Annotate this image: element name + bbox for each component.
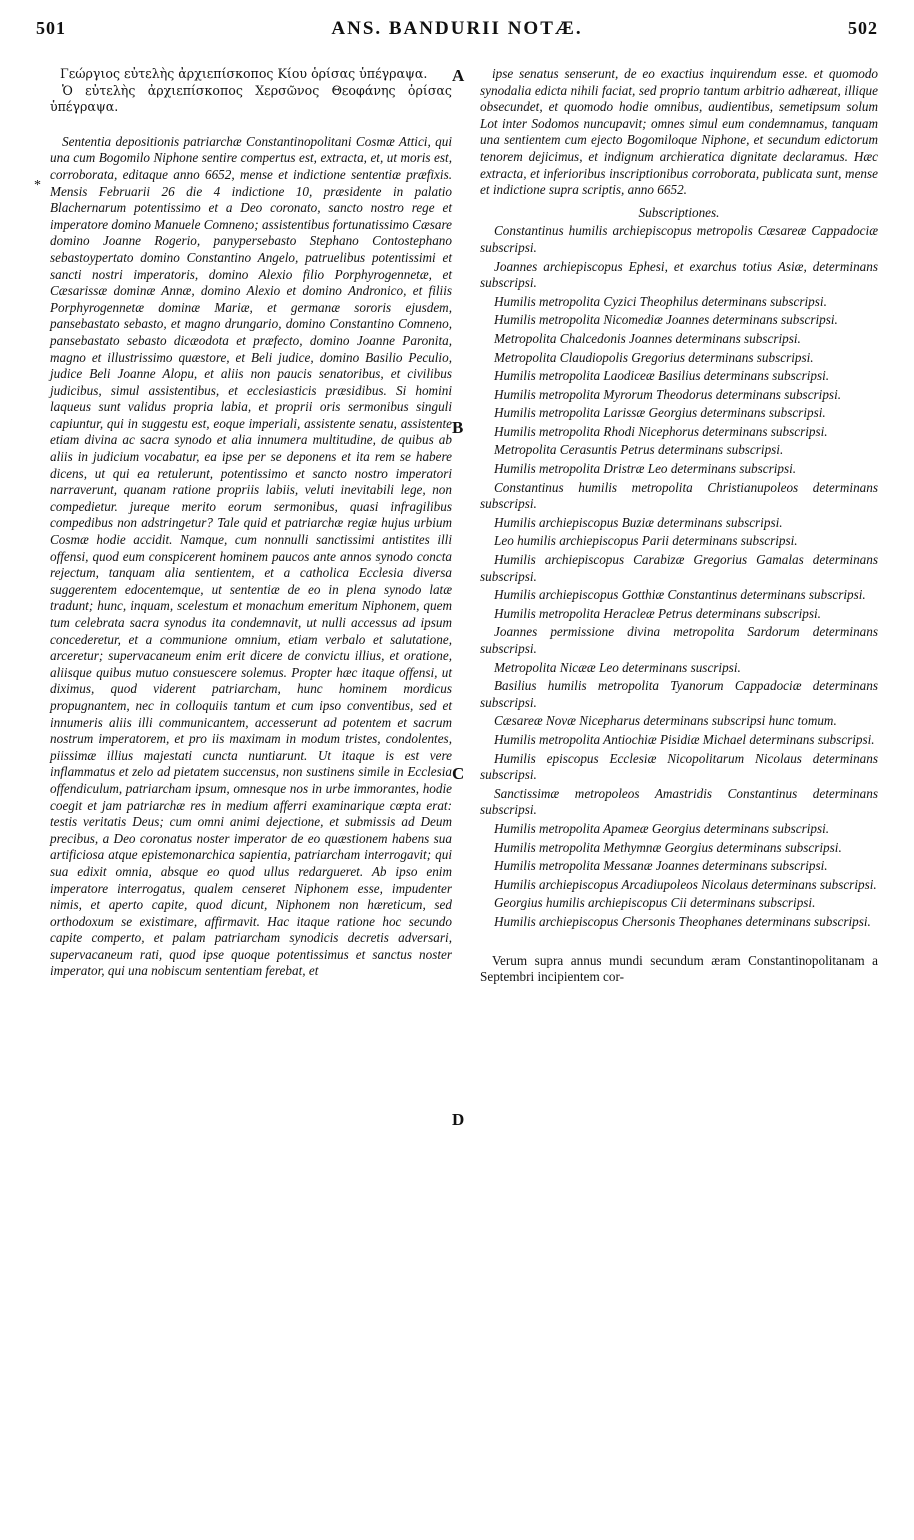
- subscription-item: Humilis episcopus Ecclesiæ Nicopolitarum Nicolaus determinans subscripsi.: [480, 750, 878, 783]
- margin-marker-d: D: [452, 1110, 465, 1129]
- subscription-item: Humilis metropolita Apameæ Georgius determinans subscripsi.: [494, 820, 830, 836]
- subscription-list: [480, 223, 878, 930]
- subscription-item: Humilis archiepiscopus Buziæ determinans subscripsi.: [494, 514, 783, 530]
- subscription-item: Cæsareæ Novæ Nicepharus determinans subscripsi hunc tomum.: [494, 713, 837, 729]
- greek-signature-2: Ὁ εὐτελὴς ἀρχιεπίσκοπος Χερσῶνος Θεοφάνης ὁρίσας ὑπέγραψα.: [50, 82, 452, 115]
- page-header: [36, 18, 878, 48]
- subscription-item: Joannes permissione divina metropolita Sardorum determinans subscripsi.: [480, 624, 878, 656]
- subscription-item: Humilis metropolita Laodiceæ Basilius determinans subscripsi.: [494, 368, 830, 384]
- sentence-text: Sententia depositionis patriarchæ Constantinopolitani Cosmæ Attici, qui una cum Bogomilo Niphone sentire compertus est, extracta, et, ut moris est, corroborata, editaque anno 6652, mense et indictione sententiæ præfixis. Mensis Februarii 26 die 4 indictione 10, præsidente in palatio Blachernarum potentissimo et a Deo coronato, sancto nostro rege et imperatore domino Manuele Comneno; assistentibus fortunatissimo Cæsare domino Joanne Rogerio, panypersebasto Stephano Contostephano sebastoypertato domino Constantino Angelo, patruelibus potentissimi et sancti nostri imperatoris, domino Alexio filio Porphyrogennetæ, et Cæsarissæ dominæ Annæ, domino Alexio et domino Andronico, et filiis Porphyrogennetæ dominæ Mariæ, et germanæ sororis ejusdem, pansebastato sebasto, et magno drungario, domino Constantino Comneno, pansebastato sebasto dicæodota et præfecto, domino Joanne Paronita, magno et illustrissimo quæstore, et Beli judice, domino Basilio Peculio, judice Beli Joanne Alopu, et aliis non paucis senatoribus, et civilibus judicibus, simul assistentibus, et ecclesiasticis præsidibus. Si homini laqueus sunt validus propria labia, et proprii oris sermonibus singuli capiuntur, qui in suggestu est, eoque imperiali, assistente senatu, assistente etiam divina ac sacra synodo et alia innumera multitudine, de quibus ab aliis in judicium vocabatur, ea ipse per se deponens et ita rem se habere dicens, ut qui ea retulerunt, potentissimo et sancto nostro imperatori narraverunt, quanam ratione propriis labiis, veluti inevitabili lege, non compedietur. jureque merito eorum sermonibus, quasi infragilibus compedibus non adstringetur? Tale quid et patriarchæ regiæ hujus urbium Cosmæ hodie accidit. Namque, cum nonnulli sanctissimi antistites illi offensi, quod eum conspicerent hominem paucos ante annos synodo concta rejectum, tanquam alia sentientem, et a catholica Ecclesia diversa suggerentem edocentemque, ut sententiæ de eo in plena synodo latæ tradunt; hunc, inquam, scelestum et monachum emeritum Niphonem, quem tum celebrata sacra synodus ita condemnavit, ut nulli accessus ad ipsum concederetur, et a communione omnium, etiam verbalo et salutatione, arceretur; supervacaneum enim erit dicere de convictu illius, et oratione, aliisque quibus mutuo consuescere solemus. Propter hæc itaque offensi, ut diximus, quod viderent patriarcham, hunc hominem mordicus propugnantem, nec in colloquiis tantum et cum ipso conventibus, sed et innumeris aliis illi communicantem, accesserunt ad potentem et sacrum nostrum imperatorem, et pro iis maximam in modum tristes, condolentes, piissimæ illius majestati cuncta nuntiarunt. Ut itaque is est vere inflammatus et zelo ad pietatem succensus, non sustinens simile in Ecclesia offendiculum, patriarcham ipsum, omnesque nos in urbe immorantes, hodie coegit et jam patriarchæ res in medium afferri examinarique cœpta erat: testis veritatis Deus; cum omni animi dejectione, et submissis ad Deum precibus, a Deo coronatus noster imperator de eo quæstionem habens sua artificiosa atque epistemonarchica sapientia, patriarcham interrogavit; qui sua edixit omnia, absque eo quod ullus redargueret. Ab ipso enim imperatore interrogatus, qualem censeret Niphonem esse, impudenter nimis, et aperto capite, quod dicunt, Niphonem non hæreticum, sed orthodoxum se existimare, affirmavit. Hac itaque ratione hoc secundo capite comperto, et palam patriarcham synodicis decretis adversari, supervacaneum rati, quod ipse quoque potentissimus et sanctus noster imperator, qui una nobiscum sententiam ferebat, et: [50, 133, 452, 979]
- subscription-item: Humilis archiepiscopus Gotthiæ Constantinus determinans subscripsi.: [494, 587, 866, 603]
- subscription-item: Humilis metropolita Dristræ Leo determinans subscripsi.: [494, 461, 797, 477]
- subscription-item: Sanctissimæ metropoleos Amastridis Constantinus determinans subscripsi.: [480, 785, 878, 818]
- subscription-item: Metropolita Nicææ Leo determinans suscripsi.: [494, 659, 741, 675]
- subscription-item: Humilis archiepiscopus Chersonis Theophanes determinans subscripsi.: [494, 913, 871, 929]
- greek-signature-1: Γεώργιος εὐτελὴς ἀρχιεπίσκοπος Κίου ὁρίσας ὑπέγραψα.: [60, 66, 428, 81]
- subscription-item: Metropolita Cerasuntis Petrus determinans subscripsi.: [494, 442, 784, 458]
- margin-marker-a: A: [452, 66, 465, 85]
- subscription-item: Humilis metropolita Methymnæ Georgius determinans subscripsi.: [494, 839, 842, 855]
- subscription-item: Constantinus humilis metropolita Christianupoleos determinans subscripsi.: [480, 479, 878, 512]
- closing-paragraph: Verum supra annus mundi secundum æram Constantinopolitanam a Septembri incipientem cor-: [480, 952, 878, 985]
- subscription-item: Joannes archiepiscopus Ephesi, et exarchus totius Asiæ, determinans subscripsi.: [480, 258, 878, 291]
- subscription-item: Humilis metropolita Nicomediæ Joannes determinans subscripsi.: [494, 312, 838, 328]
- subscription-item: Humilis archiepiscopus Arcadiupoleos Nicolaus determinans subscripsi.: [494, 876, 877, 892]
- subscription-item: Humilis metropolita Cyzici Theophilus determinans subscripsi.: [494, 293, 827, 309]
- greek-signatures: [50, 66, 452, 116]
- margin-marker-b: B: [452, 418, 464, 437]
- margin-marker-c: C: [452, 764, 465, 783]
- running-title: ANS. BANDURII NOTÆ.: [331, 18, 583, 39]
- subscription-item: Constantinus humilis archiepiscopus metropolis Cæsareæ Cappadociæ subscripsi.: [480, 223, 878, 255]
- left-column: [50, 66, 452, 980]
- subscriptions-heading: Subscriptiones.: [638, 204, 720, 220]
- subscription-item: Humilis metropolita Rhodi Nicephorus determinans subscripsi.: [494, 423, 828, 439]
- subscription-item: Metropolita Chalcedonis Joannes determinans subscripsi.: [494, 330, 801, 346]
- subscription-item: Humilis metropolita Larissæ Georgius determinans subscripsi.: [494, 405, 826, 421]
- subscription-item: Humilis metropolita Myrorum Theodorus determinans subscripsi.: [494, 386, 842, 402]
- subscription-item: Humilis archiepiscopus Carabizæ Gregorius Gamalas determinans subscripsi.: [480, 552, 878, 584]
- asterisk-mark: *: [34, 178, 41, 193]
- subscription-item: Humilis metropolita Antiochiæ Pisidiæ Michael determinans subscripsi.: [494, 731, 875, 747]
- subscription-item: Leo humilis archiepiscopus Parii determinans subscripsi.: [494, 533, 798, 549]
- subscription-item: Humilis metropolita Messanæ Joannes determinans subscripsi.: [494, 858, 828, 874]
- subscription-item: Humilis metropolita Heracleæ Petrus determinans subscripsi.: [494, 605, 821, 621]
- right-page-number: 502: [848, 18, 878, 38]
- right-column: [480, 66, 878, 986]
- subscription-item: Georgius humilis archiepiscopus Cii determinans subscripsi.: [494, 895, 816, 911]
- subscription-item: Basilius humilis metropolita Tyanorum Cappadociæ determinans subscripsi.: [480, 678, 878, 710]
- subscription-item: Metropolita Claudiopolis Gregorius determinans subscripsi.: [494, 349, 814, 365]
- left-page-number: 501: [36, 18, 66, 38]
- sentence-continuation: ipse senatus senserunt, de eo exactius inquirendum esse. et quomodo synodalia edicta nihili faciat, sed proprio tantum arbitrio adhæreat, illique obsecundet, et quomodo hodie omnibus, audientibus, semetipsum solum Lot inter Sodomos nuncupavit; omnes simul eum condemnamus, tanquam una sentientem cum ejecto Bogomiloque Niphone, et secundum edictorum tenorem dejicimus, et indignum archieratica dignitate declaramus. Hæc extracta, et inferioribus inscriptionibus corroborata, publicata sunt, mense et indictione supra scriptis, anno 6652.: [480, 66, 878, 198]
